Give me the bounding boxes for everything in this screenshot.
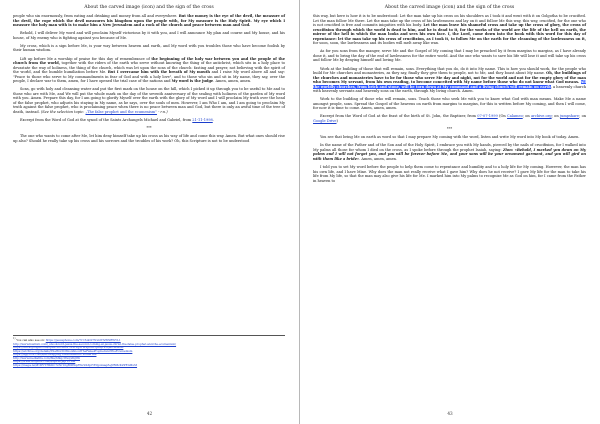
footnotes [13, 335, 285, 368]
paragraph: In the name of the Father and of the Son and of the Holy Spirit, I embrace you with My hands, pierced by the nails of crucifixion, for I walked into My palms all those for whom I died on the cross, as I spoke before through the prophet Isaiah, saying: Zion: «Behold, I marked you down on My palms and I will not forget you, and you will be forever before Me, and your sons will be your ornament garment, and you will gird on with them like a bride». Amen, amen, amen. [313, 143, 586, 161]
footnote-link[interactable]: http://www.mediafire.com/file/hfkqcrfwqxfnjrth [13, 355, 81, 360]
page-number: 43 [447, 411, 453, 416]
footnote-link[interactable]: https://www.dropbox.com/s/dpzwcjkjFE1uul [13, 359, 76, 364]
footnote-link[interactable]: http://www.hsslnvn.com/_sbook-lord-jesus-the-second-coming-at-jesus-christ-the-false-prophet-and-the-ecumenism/ [13, 341, 177, 346]
paragraph: people who sin enormously, from eating and drinking and money from all and everywhere. But the money is the eye of the devil, the measure of the devil, the rope which the devil measures his kingdom upon the people with, for My measure is the Holy Spirit. My eye which I measure the holy man with is to make him a New Jerusalem and a rock of the church and peace between man and God. [13, 14, 286, 28]
date-link[interactable]: 07-07-1999 [477, 114, 498, 119]
paragraph: You see that bring Me on earth as word so that I may prepare My coming with the word, listen and write My word into My book of today. Amen. [320, 135, 580, 140]
paragraph: Lift up before Me a worship of praise for this day of remembrance of the beginning of the holy war between you and the people of the church from the world, together with the riders of the earth who serve without knowing the thing of the antichrist, which sits in a holy place to devastate the way of holiness, the thing of the church, which was let upon the sons of the church: fasting and prayer, not believing with the spirit of the world, and the humble humiliation before Me. But I overcame him with the breath of My mouth and I raise My word above all and say: "Peace to those who serve to My commandments in fear of God and with a holy love", and to those who sin and sit in My name, they say, over the people, I declare war to them, amen, for I have opened the trial case of the nations and My word is the judge. Amen, amen, amen. [13, 56, 286, 84]
paragraph: As for you sons from the manger, serve Me and the Gospel of My coming that I may be preached by it from margins to margins, as I have already done it, and to bring the day of the end of lawlessness for the entire world. And the one who wants to save his life will lose it and will take up his cross and follow Me by denying himself and loving Me. [313, 49, 586, 63]
paragraph: The one who wants to come after Me, let him deny himself take up his cross as his way of life and come this way. Amen. But what ones should rise up also? Should he really take up his cross and his sorrows and the troubles of his work? Oh, this Scripture is not to be understood [13, 134, 285, 143]
paragraph: I told you to set My word before the people to help them come to repentance and humility and to a holy life for My coming. However, the man has his own life, and I have Mine. Why does the man not really receive what I gave him? Why does he not receive? I gave My life for the man to take his life from My life, so that the man may also give his life for Me. I marked him into My palms to recognize Me as God on him, for I came from the Father in heaven to [313, 165, 586, 183]
calameo-link[interactable]: Calameo [507, 114, 523, 119]
paragraph: Work at the building of those that will remain, sons. Everything that you do, do it into My name. This is how you should work, for the people who build for Me churches and monasteries, as they say, finally they give them to people, not to Me, and they boast about My name. Oh, the buildings of the churches and monasteries have to be for those who serve Me day and night, not for the world and not for the empty glory of the man who becomes My servant, from his own reading, to become conceited with My name before those who do not know what God means. All the worldly churches, from brick and stone, will be torn down at My command and a living church will remain on earth, a heavenly church with heavenly servants and heavenly sons on the earth, through My living church. Amen. [313, 66, 586, 94]
highlighted-text: All the worldly churches, from brick and stone, will be torn down at My command and a living church will remain on earth [313, 80, 586, 89]
footnote-link[interactable]: https://mega.nz/#!ZFrTHKDC!UNrUlgBlWiIqZWzVAZplYEQp4AagZeJrBMzKZPEnMuM [13, 362, 138, 367]
paragraph: this way, but here is how it is to be understood: Let the man take up his cross on his shoulders as I took it and went with it on Golgotha to be crucified. Let the man follow Me there. Let the man take up the cross of his lawlessness and lay on it and follow Me this way, this way, crucified, for the one who is not crucified is free and commits iniquities with his body. Let the man leave his shameful cross and take up the cross of glory, the cross of crucifixion through which the world is dead to him, and he is dead to it, for the works of the world are the life of the hell on earth, the mirror of the hell in which the man looks and sees his own face. I, the Lord, came down into the book with this word for this day of repentance: let the man take up his cross of crucifixion, as I took it, to follow Me on the earth for the cleansing of the lawlessness on it, for soon, soon, the lawlessness and its bodies will melt away like wax. [313, 14, 586, 46]
date-link[interactable]: 21-11-1998 [192, 118, 213, 123]
paragraph: Work to the building of those who will remain, sons. Teach those who seek Me with you to know what God with man means. Make Me a name amongst people, sons. Spread the Gospel of the heavens on earth from margins to margins, for this is written before My coming, and then I will come, for now it is time to come. Amen, amen, amen. [313, 97, 586, 111]
jumpshare-link[interactable]: jumpshare [559, 114, 580, 119]
paragraph: Sons, go with holy and cleansing water and put the first mark on the house on the hill, which I picked it up through you to be useful to Me and to those who are with Me, and We will put the whole mark on the day of the seventh anniversary of the sealing with holiness of the garden of My word with you. Amen. Prepare this day, for I am going to glorify Myself over the earth with the glory of My word and I will proclaim My truth over the head of the false prophet, who adjusts his staying in My name, as he says, over the souls of men. However, I am Who I am, and I am going to proclaim My truth against the false prophet, who is proclaiming peace when there is no peace between man and God, but there is only an awful time of the tree of death, instead. (See the selection topic: „The false prophet and the ecumenism” - r.n.) [13, 87, 285, 114]
footnote: $^{1)}$ You can also see on: https://jesusphone.com/?r=5zkt2?NxldYlV6fSBWYL1 [13, 337, 121, 342]
paragraph: Behold, I will deliver My word and will proclaim Myself victorious by it with you, and I will announce My plan and course and My house, and his house, of My enemy who is fighting against you because of Me. [13, 31, 285, 40]
google-drive-link[interactable]: Google Drive [313, 119, 337, 123]
footnote-link[interactable]: https://jesusphone.com/?r=5zkt2?NxldYlV6fSBWYL1 [45, 337, 121, 342]
paragraph: Excerpt from the Word of God at the synod of the Saints Archangels Michael and Gabriel, from 21-11-1998. [20, 118, 214, 123]
running-head: About the carved image (icon) and the sign of the cross [384, 5, 515, 10]
running-head: About the carved image (icon) and the sign of the cross [84, 5, 214, 10]
page-number: 42 [146, 411, 153, 416]
archive-link[interactable]: archive.org [531, 114, 552, 119]
selection-topic-link[interactable]: „The false prophet and the ecumenism” [85, 109, 157, 114]
paragraph: Excerpt from the Word of God at the feast of the birth of St. John, the Baptizer, from 07-07-1999 (On Calameo; on archive.org; on jumpshare; on Google Drive) [313, 114, 586, 123]
footnote-link[interactable]: https://archive.org/details/TheWordOfGodAboutTheFalseProphetAndTheEcumenism [13, 348, 133, 353]
section-separator: *** [146, 126, 152, 131]
paragraph: My cross, which is a sign before Me, is your way between heaven and earth, and My word with you troubles those who have become foolish by their human wisdom. [13, 43, 285, 53]
footnote-link[interactable]: https://app.box.com/s/ki5f9upjnxg1o0h84n0nhn7x2umrtbh [13, 352, 97, 357]
right-page [300, 0, 600, 424]
footnote-link[interactable]: https://drive.google.com/open?id=B0N7Nx1Lg5rWPpxOVqlRQ1PcQkUMMG8 [13, 345, 124, 350]
footnote [13, 364, 285, 368]
section-separator: *** [446, 127, 453, 132]
